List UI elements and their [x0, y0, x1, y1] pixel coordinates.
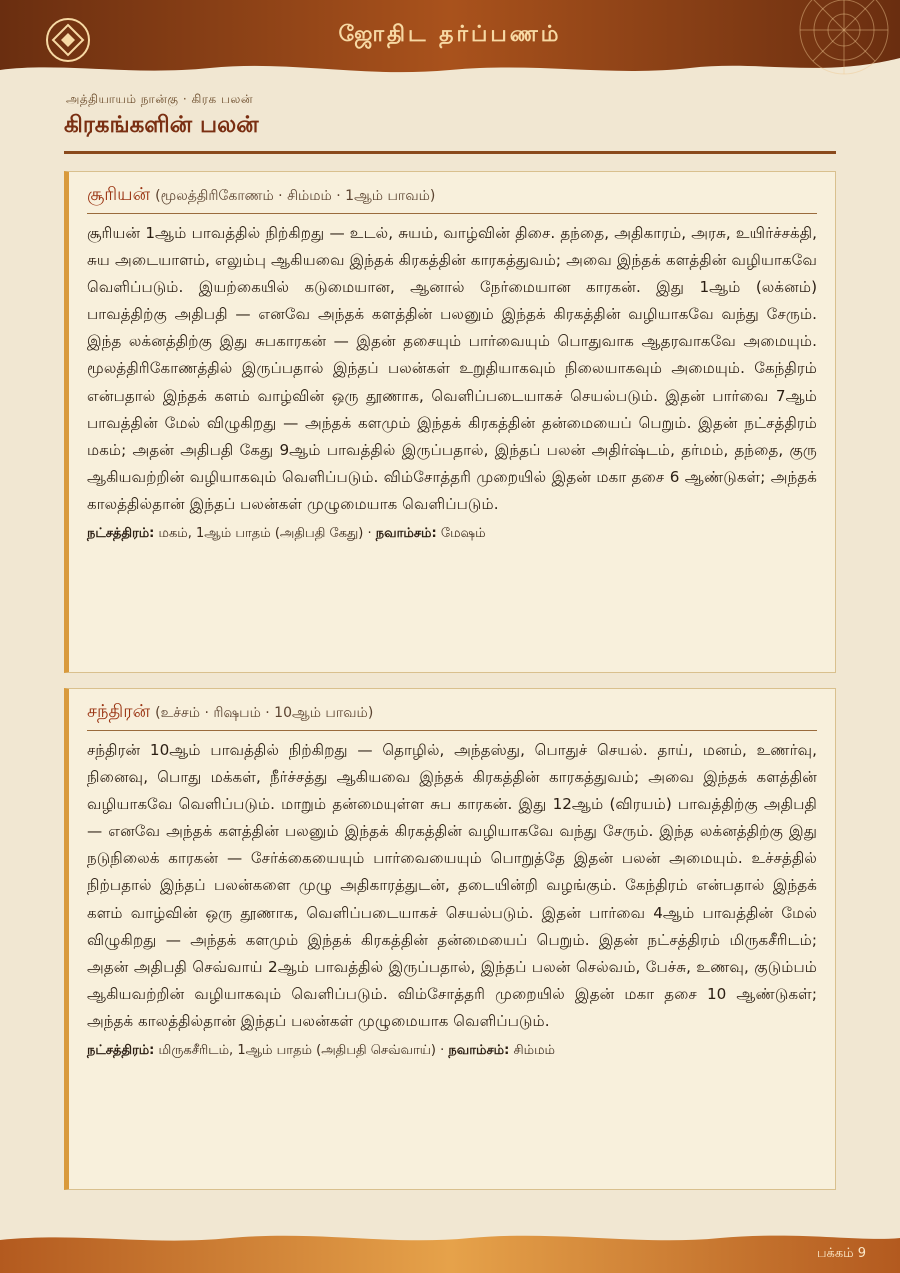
- planet-placement: (உச்சம் · ரிஷபம் · 10ஆம் பாவம்): [155, 705, 374, 721]
- footer-band: [0, 1218, 900, 1273]
- footnote-separator: ·: [363, 526, 376, 542]
- planet-name: சூரியன்: [87, 184, 151, 205]
- planet-placement: (மூலத்திரிகோணம் · சிம்மம் · 1ஆம் பாவம்): [155, 188, 436, 204]
- navamsa-label: நவாம்சம்:: [375, 526, 437, 542]
- planet-card-surya: [64, 171, 836, 673]
- chapter-title: கிரகங்களின் பலன்: [64, 112, 259, 138]
- nakshatra-value: மகம், 1ஆம் பாதம் (அதிபதி கேது): [158, 526, 364, 542]
- nakshatra-label: நட்சத்திரம்:: [87, 526, 155, 542]
- page-number: பக்கம் 9: [816, 1246, 866, 1261]
- planet-card-chandra: [64, 688, 836, 1190]
- chapter-subtitle: அத்தியாயம் நான்கு · கிரக பலன்: [66, 92, 253, 106]
- planet-card-header: [87, 701, 817, 731]
- planet-footnote: [87, 1043, 817, 1059]
- planet-card-header: [87, 184, 817, 214]
- publication-title: ஜோதிட தர்ப்பணம்: [338, 22, 562, 47]
- planet-name: சந்திரன்: [87, 701, 151, 722]
- planet-description: சூரியன் 1ஆம் பாவத்தில் நிற்கிறது — உடல், சுயம், வாழ்வின் திசை. தந்தை, அதிகாரம், அரசு, உயிர்ச்சக்தி, சுய அடையாளம், எலும்பு ஆகியவை இந்தக் கிரகத்தின் காரகத்துவம்; அவை இந்தக் களத்தின் வழியாகவே வெளிப்படும். இயற்கையில் கடுமையான, ஆனால் நேர்மையான காரகன். இது 1ஆம் (லக்னம்) பாவத்திற்கு அதிபதி — எனவே அந்தக் களத்தின் பலனும் இந்தக் கிரகத்தின் வழியாகவே வந்து சேரும். இந்த லக்னத்திற்கு இது சுபகாரகன் — இதன் தசையும் பார்வையும் பொதுவாக ஆதரவாகவே அமையும். மூலத்திரிகோணத்தில் இருப்பதால் இந்தப் பலன்கள் உறுதியாகவும் நிலையாகவும் அமையும். கேந்திரம் என்பதால் இந்தக் களம் வாழ்வின் ஒரு தூணாக, வெளிப்படையாகச் செயல்படும். இதன் பார்வை 7ஆம் பாவத்தின் மேல் விழுகிறது — அந்தக் களமும் இந்தக் கிரகத்தின் தன்மையைப் பெறும். இதன் நட்சத்திரம் மகம்; அதன் அதிபதி கேது 9ஆம் பாவத்தில் இருப்பதால், இந்தப் பலன் அதிர்ஷ்டம், தர்மம், தந்தை, குரு ஆகியவற்றின் வழியாகவும் வெளிப்படும். விம்சோத்தரி முறையில் இதன் மகா தசை 6 ஆண்டுகள்; அந்தக் காலத்தில்தான் இந்தப் பலன்கள் முழுமையாக வெளிப்படும்.: [87, 224, 817, 513]
- navamsa-value: சிம்மம்: [513, 1043, 556, 1059]
- nakshatra-value: மிருகசீரிடம், 1ஆம் பாதம் (அதிபதி செவ்வாய்): [158, 1043, 436, 1059]
- chapter-divider: [64, 151, 836, 154]
- page-footer: [0, 1218, 900, 1273]
- planet-footnote: [87, 526, 817, 542]
- navamsa-value: மேஷம்: [440, 526, 486, 542]
- footnote-separator: ·: [436, 1043, 449, 1059]
- mandala-pattern-icon: [752, 0, 900, 80]
- page-header: [0, 0, 900, 84]
- planet-description: சந்திரன் 10ஆம் பாவத்தில் நிற்கிறது — தொழில், அந்தஸ்து, பொதுச் செயல். தாய், மனம், உணர்வு, நினைவு, பொது மக்கள், நீர்ச்சத்து ஆகியவை இந்தக் கிரகத்தின் காரகத்துவம்; அவை இந்தக் களத்தின் வழியாகவே வெளிப்படும். மாறும் தன்மையுள்ள சுப காரகன். இது 12ஆம் (விரயம்) பாவத்திற்கு அதிபதி — எனவே அந்தக் களத்தின் பலனும் இந்தக் கிரகத்தின் வழியாகவே வந்து சேரும். இந்த லக்னத்திற்கு இது நடுநிலைக் காரகன் — சேர்க்கையையும் பார்வையையும் பொறுத்தே இதன் பலன் அமையும். உச்சத்தில் நிற்பதால் இந்தப் பலன்களை முழு அதிகாரத்துடன், தடையின்றி வழங்கும். கேந்திரம் என்பதால் இந்தக் களம் வாழ்வின் ஒரு தூணாக, வெளிப்படையாகச் செயல்படும். இதன் பார்வை 4ஆம் பாவத்தின் மேல் விழுகிறது — அந்தக் களமும் இந்தக் கிரகத்தின் தன்மையைப் பெறும். இதன் நட்சத்திரம் மிருகசீரிடம்; அதன் அதிபதி செவ்வாய் 2ஆம் பாவத்தில் இருப்பதால், இந்தப் பலன் செல்வம், பேச்சு, உணவு, குடும்பம் ஆகியவற்றின் வழியாகவும் வெளிப்படும். விம்சோத்தரி முறையில் இதன் மகா தசை 10 ஆண்டுகள்; அந்தக் காலத்தில்தான் இந்தப் பலன்கள் முழுமையாக வெளிப்படும்.: [87, 741, 817, 1030]
- nakshatra-label: நட்சத்திரம்:: [87, 1043, 155, 1059]
- navamsa-label: நவாம்சம்:: [448, 1043, 510, 1059]
